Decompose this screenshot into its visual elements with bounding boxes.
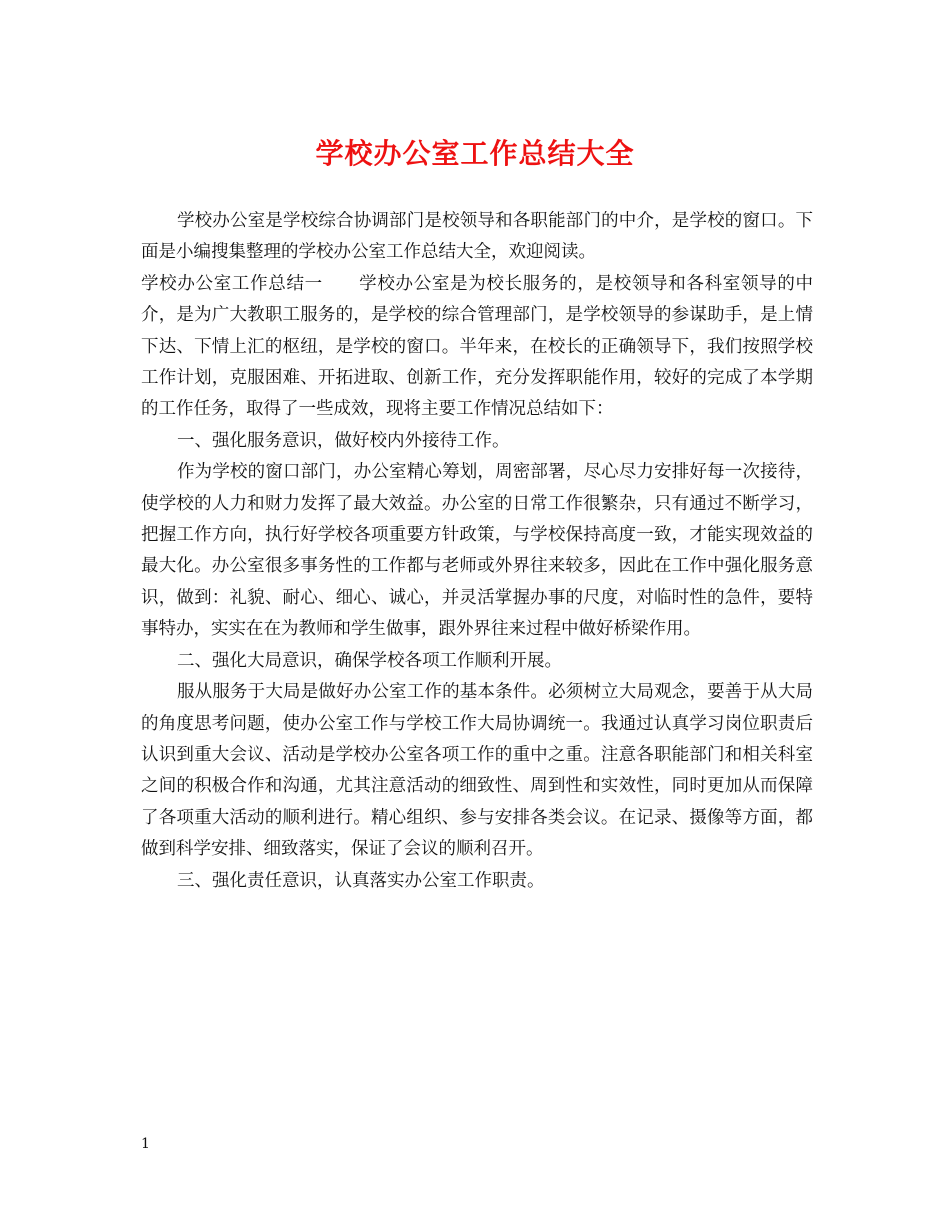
section-two-paragraph: 服从服务于大局是做好办公室工作的基本条件。必须树立大局观念，要善于从大局的角度思考问题，使办公室工作与学校工作大局协调统一。我通过认真学习岗位职责后认识到重大会议、活动是学校办公室各项工作的重中之重。注意各职能部门和相关科室之间的积极合作和沟通，尤其注意活动的细致性、周到性和实效性，同时更加从而保障了各项重大活动的顺利进行。精心组织、参与安排各类会议。在记录、摄像等方面，都做到科学安排、细致落实，保证了会议的顺利召开。	[141, 682, 813, 860]
page-number: 1	[141, 1136, 150, 1152]
section-heading-one: 一、强化服务意识，做好校内外接待工作。	[177, 430, 510, 451]
section-heading-three: 三、强化责任意识，认真落实办公室工作职责。	[177, 870, 545, 891]
section-one-paragraph: 作为学校的窗口部门，办公室精心筹划，周密部署，尽心尽力安排好每一次接待，使学校的人力和财力发挥了最大效益。办公室的日常工作很繁杂，只有通过不断学习，把握工作方向，执行好学校各项重要方针政策，与学校保持高度一致，才能实现效益的最大化。办公室很多事务性的工作都与老师或外界往来较多，因此在工作中强化服务意识，做到：礼貌、耐心、细心、诚心，并灵活掌握办事的尺度，对临时性的急件，要特事特办，实实在在为教师和学生做事，跟外界往来过程中做好桥梁作用。	[141, 462, 813, 640]
intro-paragraph: 学校办公室是学校综合协调部门是校领导和各职能部门的中介，是学校的窗口。下面是小编搜集整理的学校办公室工作总结大全，欢迎阅读。	[141, 211, 813, 263]
section-heading-two: 二、强化大局意识，确保学校各项工作顺利开展。	[177, 650, 562, 671]
document-title: 学校办公室工作总结大全	[315, 137, 635, 170]
summary-one-paragraph: 学校办公室工作总结一 学校办公室是为校长服务的，是校领导和各科室领导的中介，是为广大教职工服务的，是学校的综合管理部门，是学校领导的参谋助手，是上情下达、下情上汇的枢纽，是学校的窗口。半年来，在校长的正确领导下，我们按照学校工作计划，克服困难、开拓进取、创新工作，充分发挥职能作用，较好的完成了本学期的工作任务，取得了一些成效，现将主要工作情况总结如下：	[141, 273, 813, 420]
document-body	[141, 206, 813, 897]
